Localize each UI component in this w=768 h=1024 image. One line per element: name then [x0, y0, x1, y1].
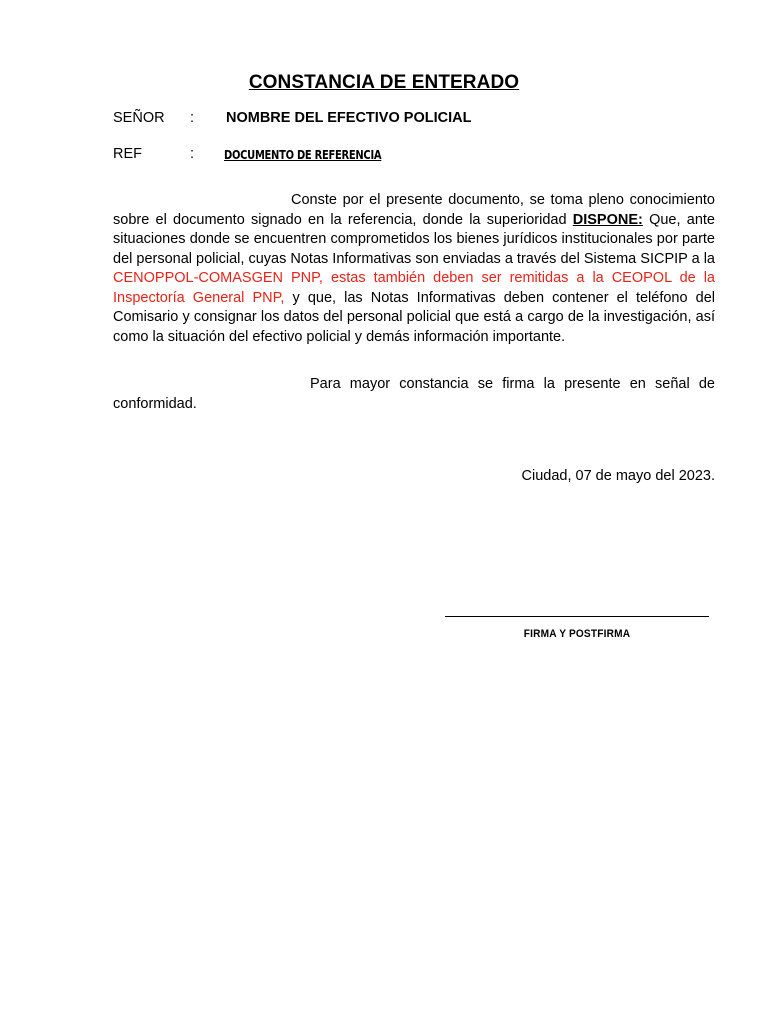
- senor-value: NOMBRE DEL EFECTIVO POLICIAL: [226, 110, 472, 126]
- body-intro-text: Conste por el presente documento, se toma pleno conocimiento sobre el documento signado en la referencia, donde la superioridad: [113, 192, 715, 228]
- ref-value: DOCUMENTO DE REFERENCIA: [224, 148, 382, 162]
- body-paragraph-main: [113, 191, 715, 347]
- senor-colon: :: [190, 110, 195, 126]
- dispone-keyword: DISPONE:: [572, 211, 643, 228]
- date-line: Ciudad, 07 de mayo del 2023.: [521, 468, 715, 484]
- ref-colon: :: [190, 146, 195, 162]
- body-end-text: y que, las Notas Informativas deben contener el teléfono del Comisario y consignar los datos del personal policial que está a cargo de la investigación, así como la situación del efectivo policial y demás información importante.: [113, 289, 715, 345]
- signature-label: FIRMA Y POSTFIRMA: [523, 628, 631, 640]
- highlighted-red-text: CENOPPOL-COMASGEN PNP, estas también deben ser remitidas a la CEOPOL de la Inspectoría General PNP,: [113, 270, 715, 306]
- signature-line: [445, 616, 709, 617]
- document-title: CONSTANCIA DE ENTERADO: [248, 72, 520, 93]
- body-middle-text: Que, ante situaciones donde se encuentren comprometidos los bienes jurídicos institucionales por parte del personal policial, cuyas Notas Informativas son enviadas a través del Sistema SICPIP a la: [113, 211, 715, 267]
- body-paragraph-closing: Para mayor constancia se firma la presente en señal de conformidad.: [113, 376, 715, 412]
- senor-label: SEÑOR: [113, 110, 165, 126]
- ref-label: REF: [113, 146, 142, 162]
